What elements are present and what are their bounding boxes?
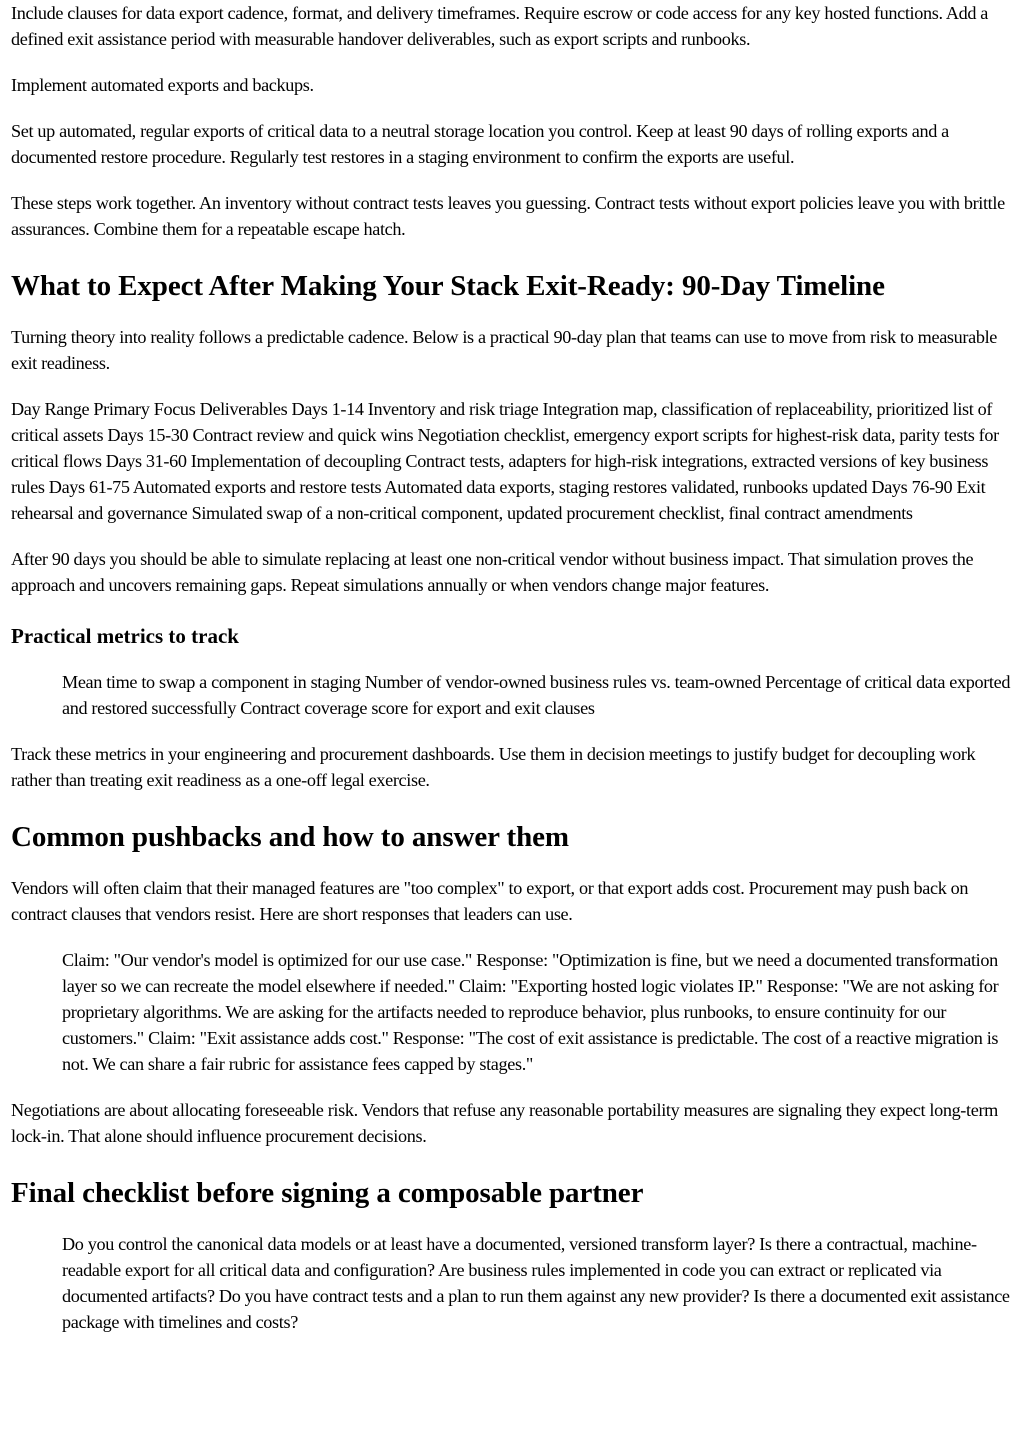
metrics-list: Mean time to swap a component in staging Number of vendor-owned business rules vs. team-owned Percentage of critical data exported and restored successfully Contract coverage score for export and exit clauses [62,672,1011,718]
checklist-list: Do you control the canonical data models or at least have a documented, versioned transform layer? Is there a contractual, machine-readable export for all critical data and configuration? Are business rules implemented in code you can extract or replicated via documented artifacts? Do you have contract tests and a plan to run them against any new provider? Is there a documented exit assistance package with timelines and costs? [62,1234,1010,1332]
checklist-heading: Final checklist before signing a composable partner [11,1177,644,1209]
metrics-heading: Practical metrics to track [11,624,239,648]
intro-automated-exports-paragraph: Set up automated, regular exports of critical data to a neutral storage location you control. Keep at least 90 days of rolling exports and a documented restore procedure. Regularly test restores in a staging environment to confirm the exports are useful. [11,121,949,167]
pushbacks-intro-paragraph: Vendors will often claim that their managed features are "too complex" to export, or that export adds cost. Procurement may push back on contract clauses that vendors resist. Here are short responses that leaders can use. [11,878,969,924]
timeline-intro-paragraph: Turning theory into reality follows a predictable cadence. Below is a practical 90-day plan that teams can use to move from risk to measurable exit readiness. [11,327,997,373]
timeline-heading: What to Expect After Making Your Stack Exit-Ready: 90-Day Timeline [11,270,885,302]
metrics-paragraph: Track these metrics in your engineering and procurement dashboards. Use them in decision meetings to justify budget for decoupling work rather than treating exit readiness as a one-off legal exercise. [11,744,976,790]
intro-steps-together-paragraph: These steps work together. An inventory without contract tests leaves you guessing. Contract tests without export policies leave you with brittle assurances. Combine them for a repeatable escape hatch. [11,193,1005,239]
intro-automated-exports-label: Implement automated exports and backups. [11,75,314,95]
timeline-outcome-paragraph: After 90 days you should be able to simulate replacing at least one non-critical vendor without business impact. That simulation proves the approach and uncovers remaining gaps. Repeat simulations annually or when vendors change major features. [11,549,974,595]
timeline-table-text: Day Range Primary Focus Deliverables Days 1-14 Inventory and risk triage Integration map, classification of replaceability, prioritized list of critical assets Days 15-30 Contract review and quick wins Negotiation checklist, emergency export scripts for highest-risk data, parity tests for critical flows Days 31-60 Implementation of decoupling Contract tests, adapters for high-risk integrations, extracted versions of key business rules Days 61-75 Automated exports and restore tests Automated data exports, staging restores validated, runbooks updated Days 76-90 Exit rehearsal and governance Simulated swap of a non-critical component, updated procurement checklist, final contract amendments [11,399,999,523]
pushbacks-heading: Common pushbacks and how to answer them [11,821,569,853]
intro-contract-clauses-paragraph: Include clauses for data export cadence, format, and delivery timeframes. Require escrow or code access for any key hosted functions. Add a defined exit assistance period with measurable handover deliverables, such as export scripts and runbooks. [11,3,989,49]
pushbacks-negotiations-paragraph: Negotiations are about allocating foreseeable risk. Vendors that refuse any reasonable portability measures are signaling they expect long-term lock-in. That alone should influence procurement decisions. [11,1100,998,1146]
pushbacks-claims-list: Claim: "Our vendor's model is optimized for our use case." Response: "Optimization is fine, but we need a documented transformation layer so we can recreate the model elsewhere if needed." Claim: "Exporting hosted logic violates IP." Response: "We are not asking for proprietary algorithms. We are asking for the artifacts needed to reproduce behavior, plus runbooks, to ensure continuity for our customers." Claim: "Exit assistance adds cost." Response: "The cost of exit assistance is predictable. The cost of a reactive migration is not. We can share a fair rubric for assistance fees capped by stages." [62,950,999,1074]
